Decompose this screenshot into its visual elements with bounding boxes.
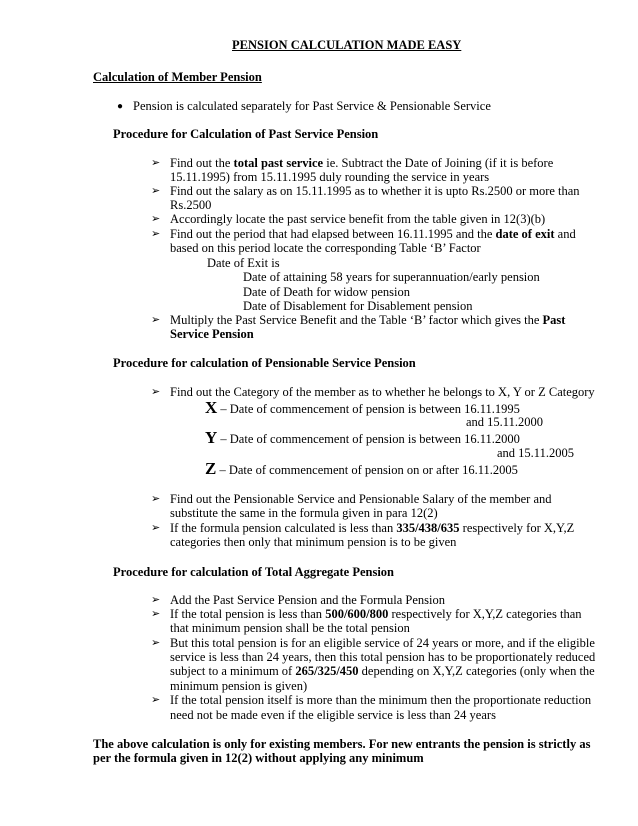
category-x: X – Date of commencement of pension is between 16.11.1995 — [205, 398, 520, 417]
category-z: Z – Date of commencement of pension on or after 16.11.2005 — [205, 459, 518, 478]
aggregate-item-3-line3: subject to a minimum of 265/325/450 depending on X,Y,Z categories (only when the — [170, 664, 595, 678]
bullet-intro: Pension is calculated separately for Past Service & Pensionable Service — [133, 99, 491, 113]
aggregate-item-3: But this total pension is for an eligible service of 24 years or more, and if the eligible — [170, 636, 595, 650]
arrow-bullet-icon: ➢ — [151, 386, 161, 398]
footer-note-line2: per the formula given in 12(2) without applying any minimum — [93, 751, 424, 765]
pensionable-item-2-line2: categories then only that minimum pension is to be given — [170, 535, 457, 549]
arrow-bullet-icon: ➢ — [151, 314, 161, 326]
past-item-1: Find out the total past service ie. Subtract the Date of Joining (if it is before — [170, 156, 554, 170]
arrow-bullet-icon: ➢ — [151, 185, 161, 197]
aggregate-item-2-line2: that minimum pension shall be the total pension — [170, 621, 410, 635]
bullet-dot-icon: ● — [117, 101, 124, 112]
exit-option: Date of attaining 58 years for superannuation/early pension — [243, 270, 540, 284]
past-item-2: Find out the salary as on 15.11.1995 as to whether it is upto Rs.2500 or more than — [170, 184, 580, 198]
arrow-bullet-icon: ➢ — [151, 228, 161, 240]
past-service-heading: Procedure for Calculation of Past Service Pension — [113, 127, 379, 141]
aggregate-item-4: If the total pension itself is more than the minimum then the proportionate reduction — [170, 693, 592, 707]
category-y-and: and 15.11.2005 — [497, 446, 574, 460]
arrow-bullet-icon: ➢ — [151, 694, 161, 706]
aggregate-item-3-line4: minimum pension is given) — [170, 679, 308, 693]
aggregate-item-4-line2: need not be made even if the eligible service is less than 24 years — [170, 708, 496, 722]
past-item-4: Find out the period that had elapsed between 16.11.1995 and the date of exit and — [170, 227, 576, 241]
arrow-bullet-icon: ➢ — [151, 637, 161, 649]
arrow-bullet-icon: ➢ — [151, 608, 161, 620]
section-heading: Calculation of Member Pension — [93, 70, 262, 84]
footer-note: The above calculation is only for existing members. For new entrants the pension is strictly as — [93, 737, 591, 751]
past-item-2-line2: Rs.2500 — [170, 198, 212, 212]
category-y: Y – Date of commencement of pension is between 16.11.2000 — [205, 428, 520, 447]
past-item-5: Multiply the Past Service Benefit and the Table ‘B’ factor which gives the Past — [170, 313, 566, 327]
aggregate-item-1: Add the Past Service Pension and the Formula Pension — [170, 593, 445, 607]
arrow-bullet-icon: ➢ — [151, 157, 161, 169]
arrow-bullet-icon: ➢ — [151, 594, 161, 606]
page-title: PENSION CALCULATION MADE EASY — [232, 38, 462, 52]
category-x-and: and 15.11.2000 — [466, 415, 543, 429]
past-item-5-line2: Service Pension — [170, 327, 254, 341]
aggregate-heading: Procedure for calculation of Total Aggregate Pension — [113, 565, 394, 579]
arrow-bullet-icon: ➢ — [151, 522, 161, 534]
past-item-4-line2: based on this period locate the corresponding Table ‘B’ Factor — [170, 241, 481, 255]
exit-option: Date of Death for widow pension — [243, 285, 410, 299]
exit-label: Date of Exit is — [207, 256, 280, 270]
past-item-3: Accordingly locate the past service benefit from the table given in 12(3)(b) — [170, 212, 546, 226]
pensionable-heading: Procedure for calculation of Pensionable Service Pension — [113, 356, 416, 370]
pensionable-item-1: Find out the Pensionable Service and Pensionable Salary of the member and — [170, 492, 552, 506]
pensionable-item-2: If the formula pension calculated is less than 335/438/635 respectively for X,Y,Z — [170, 521, 575, 535]
past-item-1-line2: 15.11.1995) from 15.11.1995 duly rounding the service in years — [170, 170, 490, 184]
aggregate-item-3-line2: service is less than 24 years, then this total pension has to be proportionately reduced — [170, 650, 596, 664]
arrow-bullet-icon: ➢ — [151, 213, 161, 225]
aggregate-item-2: If the total pension is less than 500/600/800 respectively for X,Y,Z categories than — [170, 607, 582, 621]
category-intro: Find out the Category of the member as to whether he belongs to X, Y or Z Category — [170, 385, 595, 399]
exit-option: Date of Disablement for Disablement pension — [243, 299, 473, 313]
pensionable-item-1-line2: substitute the same in the formula given in para 12(2) — [170, 506, 438, 520]
arrow-bullet-icon: ➢ — [151, 493, 161, 505]
